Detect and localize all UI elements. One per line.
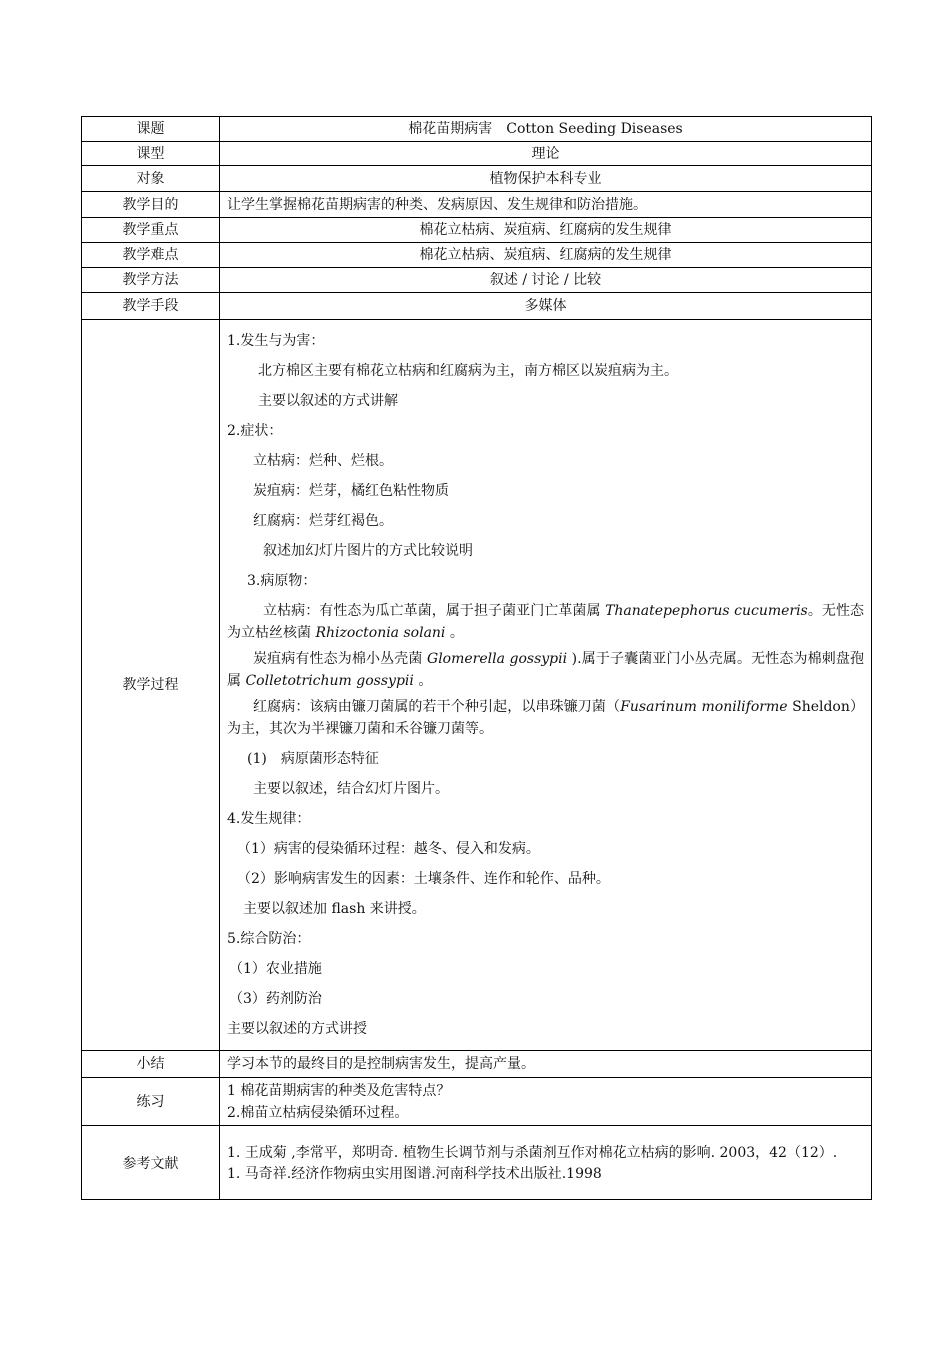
text-span: 红腐病：该病由镰刀菌属的若干个种引起，以串珠镰刀菌（ <box>253 699 621 715</box>
goal-label: 教学目的 <box>82 192 220 218</box>
process-section-4-title: 4.发生规律： <box>227 811 311 827</box>
methods-value: 叙述 / 讨论 / 比较 <box>220 268 872 293</box>
summary-value: 学习本节的最终目的是控制病害发生，提高产量。 <box>220 1051 872 1078</box>
text-span: Sheldon）为主，其次为半裸镰刀菌和禾谷镰刀菌等。 <box>227 699 865 737</box>
lesson-plan-table <box>81 116 872 1200</box>
table-row <box>82 243 872 268</box>
pathogen-rhizoctonia-paragraph <box>227 600 864 644</box>
exercise-question: 1 棉花苗期病害的种类及危害特点？ <box>227 1082 451 1099</box>
process-line: （2）影响病害发生的因素：土壤条件、连作和轮作、品种。 <box>237 871 610 887</box>
text-span: 立枯病：有性态为瓜亡革菌，属于担子菌亚门亡革菌属 <box>263 603 606 619</box>
process-section-3-title: 3.病原物： <box>247 573 317 589</box>
table-row <box>82 320 872 1051</box>
table-row <box>82 166 872 192</box>
process-line: 立枯病：烂种、烂根。 <box>253 453 393 469</box>
references-content <box>220 1126 872 1200</box>
process-section-2-title: 2.症状： <box>227 423 283 439</box>
process-line: （1）农业措施 <box>229 961 322 977</box>
table-row <box>82 1078 872 1126</box>
references-label: 参考文献 <box>82 1126 220 1200</box>
process-line: 主要以叙述的方式讲解 <box>258 393 398 409</box>
key-points-value: 棉花立枯病、炭疽病、红腐病的发生规律 <box>220 218 872 243</box>
process-line: 北方棉区主要有棉花立枯病和红腐病为主，南方棉区以炭疽病为主。 <box>258 363 678 379</box>
latin-name: Fusarinum moniliforme <box>620 699 788 715</box>
pathogen-fusarium-paragraph <box>227 696 864 740</box>
text-span: 炭疽病有性态为棉小丛壳菌 <box>253 651 428 667</box>
difficulties-value: 棉花立枯病、炭疽病、红腐病的发生规律 <box>220 243 872 268</box>
process-line: （1）病害的侵染循环过程：越冬、侵入和发病。 <box>237 841 540 857</box>
text-span: ).属于子囊菌亚门小丛壳属。无性态为棉刺盘孢属 <box>227 651 864 689</box>
exercise-content <box>220 1078 872 1126</box>
process-line: 主要以叙述的方式讲授 <box>227 1021 367 1037</box>
table-row <box>82 1051 872 1078</box>
goal-value: 让学生掌握棉花苗期病害的种类、发病原因、发生规律和防治措施。 <box>220 192 872 218</box>
process-line: (1) 病原菌形态特征 <box>247 751 379 767</box>
text-span: 。 <box>445 625 464 641</box>
exercise-question: 2.棉苗立枯病侵染循环过程。 <box>227 1104 409 1121</box>
text-span: 。 <box>413 673 433 689</box>
process-line: 炭疽病：烂芽，橘红色粘性物质 <box>253 483 449 499</box>
exercise-label: 练习 <box>82 1078 220 1126</box>
reference-item: 1. 王成菊 ,李常平，郑明奇. 植物生长调节剂与杀菌剂互作对棉花立枯病的影响. 2003，42（12）. <box>227 1144 838 1161</box>
process-line: 叙述加幻灯片图片的方式比较说明 <box>263 543 473 559</box>
reference-item: 1. 马奇祥.经济作物病虫实用图谱.河南科学技术出版社.1998 <box>227 1165 602 1182</box>
process-line: 红腐病：烂芽红褐色。 <box>253 513 393 529</box>
table-row <box>82 192 872 218</box>
latin-name: Thanatepephorus cucumeris <box>605 603 808 619</box>
type-value: 理论 <box>220 142 872 166</box>
summary-label: 小结 <box>82 1051 220 1078</box>
table-row <box>82 268 872 293</box>
latin-name: Rhizoctonia solani <box>315 625 446 641</box>
process-content <box>220 320 872 1051</box>
pathogen-glomerella-paragraph <box>227 648 864 692</box>
process-section-5-title: 5.综合防治： <box>227 931 311 947</box>
table-row <box>82 218 872 243</box>
audience-label: 对象 <box>82 166 220 192</box>
audience-value: 植物保护本科专业 <box>220 166 872 192</box>
topic-value: 棉花苗期病害 Cotton Seeding Diseases <box>220 117 872 142</box>
difficulties-label: 教学难点 <box>82 243 220 268</box>
methods-label: 教学方法 <box>82 268 220 293</box>
table-row <box>82 293 872 320</box>
latin-name: Colletotrichum gossypii <box>245 673 414 689</box>
table-row <box>82 1126 872 1200</box>
topic-label: 课题 <box>82 117 220 142</box>
process-label: 教学过程 <box>82 320 220 1051</box>
table-row <box>82 142 872 166</box>
process-line: 主要以叙述加 flash 来讲授。 <box>243 901 426 917</box>
text-span: 。无性态为立枯丝核菌 <box>227 603 865 641</box>
process-line: 主要以叙述，结合幻灯片图片。 <box>253 781 449 797</box>
type-label: 课型 <box>82 142 220 166</box>
latin-name: Glomerella gossypii <box>427 651 568 667</box>
means-value: 多媒体 <box>220 293 872 320</box>
key-points-label: 教学重点 <box>82 218 220 243</box>
table-row <box>82 117 872 142</box>
process-section-1-title: 1.发生与为害： <box>227 333 325 349</box>
process-line: （3）药剂防治 <box>229 991 322 1007</box>
means-label: 教学手段 <box>82 293 220 320</box>
